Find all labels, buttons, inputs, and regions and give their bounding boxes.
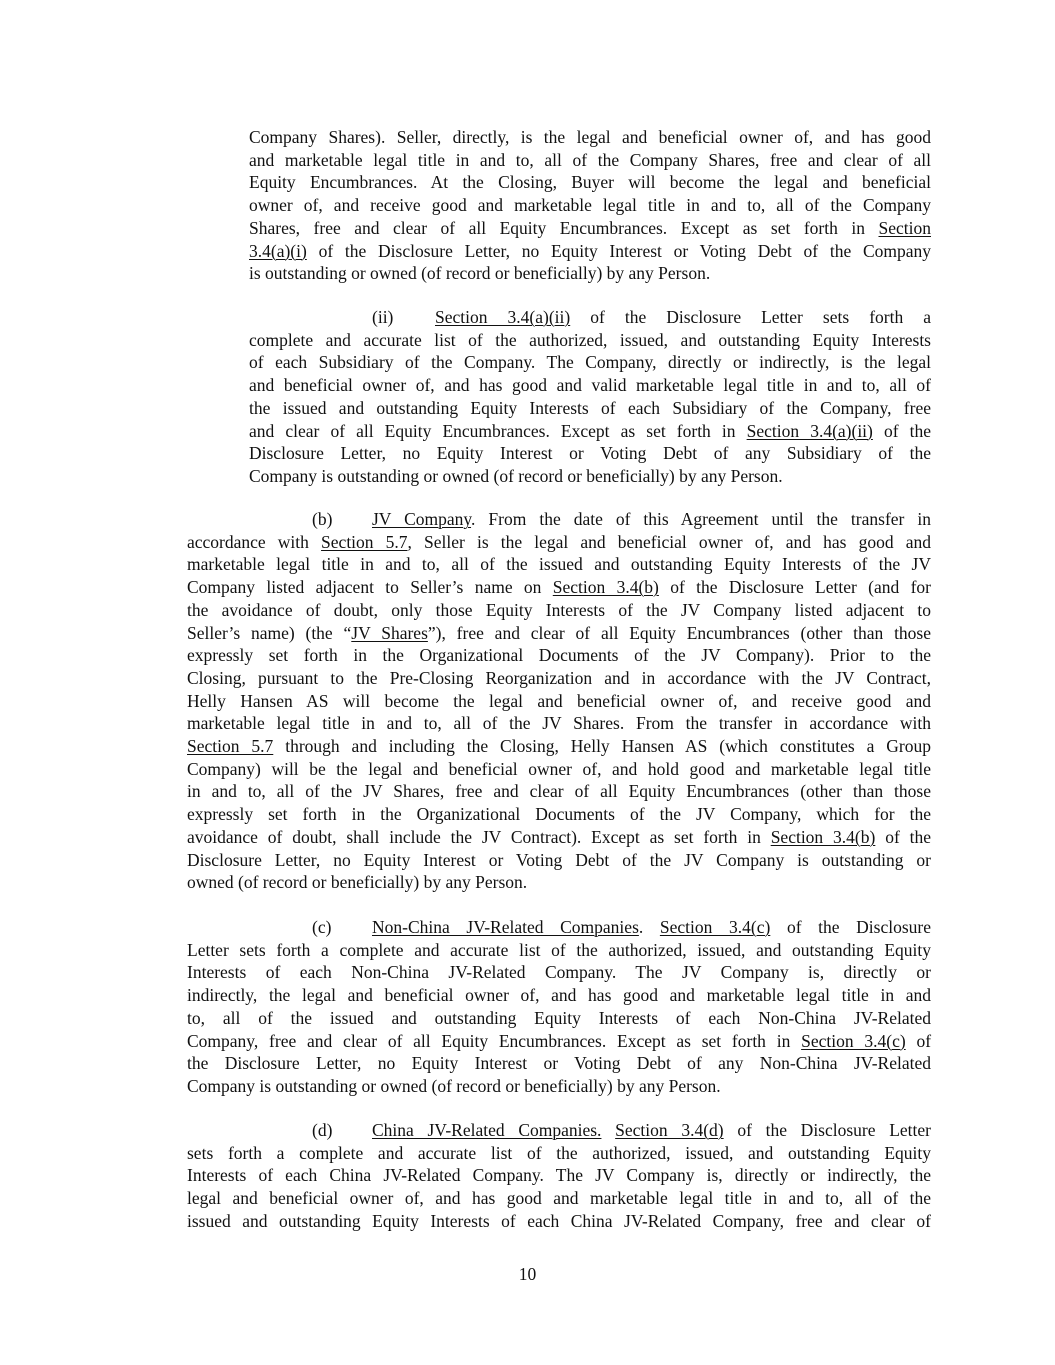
text-run: . (638, 917, 644, 937)
section-reference: Section 3.4(a)(ii) (435, 307, 571, 327)
paragraph-d-china (187, 1119, 931, 1233)
text-line: to, all of the issued and outstanding Equity Interests of each Non-China JV-Related (187, 1007, 931, 1028)
text-line (187, 735, 931, 758)
text-line: the Disclosure Letter, no Equity Interest or Voting Debt of any Non-China JV-Related (187, 1053, 931, 1074)
text-line: Helly Hansen AS will become the legal and beneficial owner of, and receive good and (187, 690, 931, 711)
text-line: Company is outstanding or owned (of record or beneficially) by any Person. (187, 1075, 721, 1096)
section-reference: Section 3.4(a)(ii) (746, 420, 873, 441)
text-line (187, 916, 931, 939)
section-reference: Section 3.4(b) (552, 577, 659, 598)
section-reference: 3.4(a)(i) (249, 240, 307, 261)
text-run: , Seller is the legal and beneficial owner of, and has good and (407, 531, 931, 552)
section-reference: Section 5.7 (321, 531, 408, 552)
text-run: of the (883, 420, 932, 441)
text-line: owner of, and receive good and marketable legal title in and to, all of the Company (249, 195, 931, 216)
section-heading: JV Company (372, 509, 472, 529)
text-run: and clear of all Equity Encumbrances. Except as set forth in (249, 420, 736, 441)
text-line: expressly set forth in the Organizational Documents of the JV Company, which for the (187, 804, 931, 825)
text-line: Interests of each Non-China JV-Related Company. The JV Company is, directly or (187, 962, 931, 983)
text-line: sets forth a complete and accurate list of the authorized, issued, and outstanding Equity (187, 1142, 931, 1163)
paragraph-c-non-china (187, 916, 931, 1098)
text-line: the avoidance of doubt, only those Equity Interests of the JV Company listed adjacent to (187, 599, 931, 620)
text-line: Disclosure Letter, no Equity Interest or Voting Debt of any Subsidiary of the (249, 443, 931, 464)
section-reference: Section 3.4(b) (770, 826, 876, 847)
page-number: 10 (518, 1264, 537, 1284)
text-line: owned (of record or beneficially) by any Person. (187, 872, 528, 893)
text-line: in and to, all of the JV Shares, free and clear of all Equity Encumbrances (other than those (187, 781, 931, 802)
text-line: Company Shares). Seller, directly, is the legal and beneficial owner of, and has good (249, 127, 931, 147)
text-line: Company is outstanding or owned (of record or beneficially) by any Person. (249, 465, 783, 486)
section-reference: Section 3.4(c) (801, 1030, 906, 1051)
text-line: Closing, pursuant to the Pre-Closing Reorganization and in accordance with the JV Contract, (187, 667, 931, 688)
text-run: Company listed adjacent to Seller’s name on (187, 577, 542, 598)
text-run: Seller’s name) (the “ (187, 622, 352, 643)
text-line: the issued and outstanding Equity Interests of each Subsidiary of the Company, free (249, 397, 931, 418)
text-line: Company) will be the legal and beneficial owner of, and hold good and marketable legal title (187, 758, 931, 779)
text-run: of the Disclosure Letter (737, 1120, 932, 1140)
defined-term: JV Shares (351, 622, 428, 643)
text-line: of each Subsidiary of the Company. The Company, directly or indirectly, is the legal (249, 352, 931, 373)
text-run: Shares, free and clear of all Equity Encumbrances. Except as set forth in (249, 217, 865, 238)
list-marker: (b) (312, 509, 333, 529)
text-line (249, 420, 931, 443)
text-line: marketable legal title in and to, all of the JV Shares. From the transfer in accordance with (187, 713, 931, 734)
section-reference: Section (878, 217, 931, 238)
text-line: and beneficial owner of, and has good and valid marketable legal title in and to, all of (249, 375, 931, 396)
section-reference: Section 3.4(c) (659, 917, 771, 937)
text-line: expressly set forth in the Organizational Documents of the JV Company). Prior to the (187, 645, 931, 666)
section-reference: Section 5.7 (187, 736, 274, 757)
text-line (187, 576, 931, 599)
text-line: is outstanding or owned (of record or beneficially) by any Person. (249, 263, 711, 284)
text-run: of the Disclosure (786, 917, 931, 937)
text-run: avoidance of doubt, shall include the JV Contract). Except as set forth in (187, 826, 761, 847)
text-line: Interests of each China JV-Related Company. The JV Company is, directly or indirectly, the (187, 1165, 931, 1186)
text-line: indirectly, the legal and beneficial owner of, and has good and marketable legal title in and (187, 985, 931, 1006)
text-line (187, 531, 931, 554)
text-line (187, 826, 931, 849)
text-line: marketable legal title in and to, all of the issued and outstanding Equity Interests of the JV (187, 554, 931, 575)
text-run: through and including the Closing, Helly Hansen AS (which constitutes a Group (285, 736, 931, 757)
paragraph-a-ii (249, 306, 931, 488)
text-line: Letter sets forth a complete and accurate list of the authorized, issued, and outstanding Equity (187, 939, 931, 960)
section-heading: China JV-Related Companies. (372, 1120, 602, 1140)
text-line: Disclosure Letter, no Equity Interest or Voting Debt of the JV Company is outstanding or (187, 849, 931, 870)
text-run: of the (885, 826, 932, 847)
text-line (187, 622, 931, 645)
list-marker: (c) (312, 917, 332, 937)
text-line: complete and accurate list of the authorized, issued, and outstanding Equity Interests (249, 329, 931, 350)
text-run: ”), free and clear of all Equity Encumbrances (other than those (427, 622, 932, 643)
text-line: legal and beneficial owner of, and has good and marketable legal title in and to, all of the (187, 1188, 931, 1209)
section-heading: Non-China JV-Related Companies (372, 917, 639, 937)
text-line (249, 306, 931, 329)
text-line (187, 1030, 931, 1053)
text-line (249, 217, 931, 240)
list-marker: (ii) (372, 307, 394, 327)
section-reference: Section 3.4(d) (615, 1120, 724, 1140)
text-run: Company, free and clear of all Equity Encumbrances. Except as set forth in (187, 1030, 791, 1051)
paragraph-b-jv-company (187, 508, 931, 894)
text-run: accordance with (187, 531, 309, 552)
text-run: of the Disclosure Letter sets forth a (590, 307, 931, 327)
text-run: of the Disclosure Letter, no Equity Interest or Voting Debt of the Company (318, 240, 931, 261)
text-line: issued and outstanding Equity Interests of each China JV-Related Company, free and clear of (187, 1210, 931, 1231)
text-line: and marketable legal title in and to, all of the Company Shares, free and clear of all (249, 149, 931, 170)
text-line (187, 1119, 931, 1142)
list-marker: (d) (312, 1120, 333, 1140)
text-run: of the Disclosure Letter (and for (670, 577, 931, 598)
paragraph-a-i-continuation (249, 126, 931, 285)
text-line (187, 508, 931, 531)
text-line (249, 240, 931, 263)
text-run: of (916, 1030, 932, 1051)
text-run: . From the date of this Agreement until the transfer in (471, 509, 931, 529)
text-line: Equity Encumbrances. At the Closing, Buyer will become the legal and beneficial (249, 172, 931, 193)
